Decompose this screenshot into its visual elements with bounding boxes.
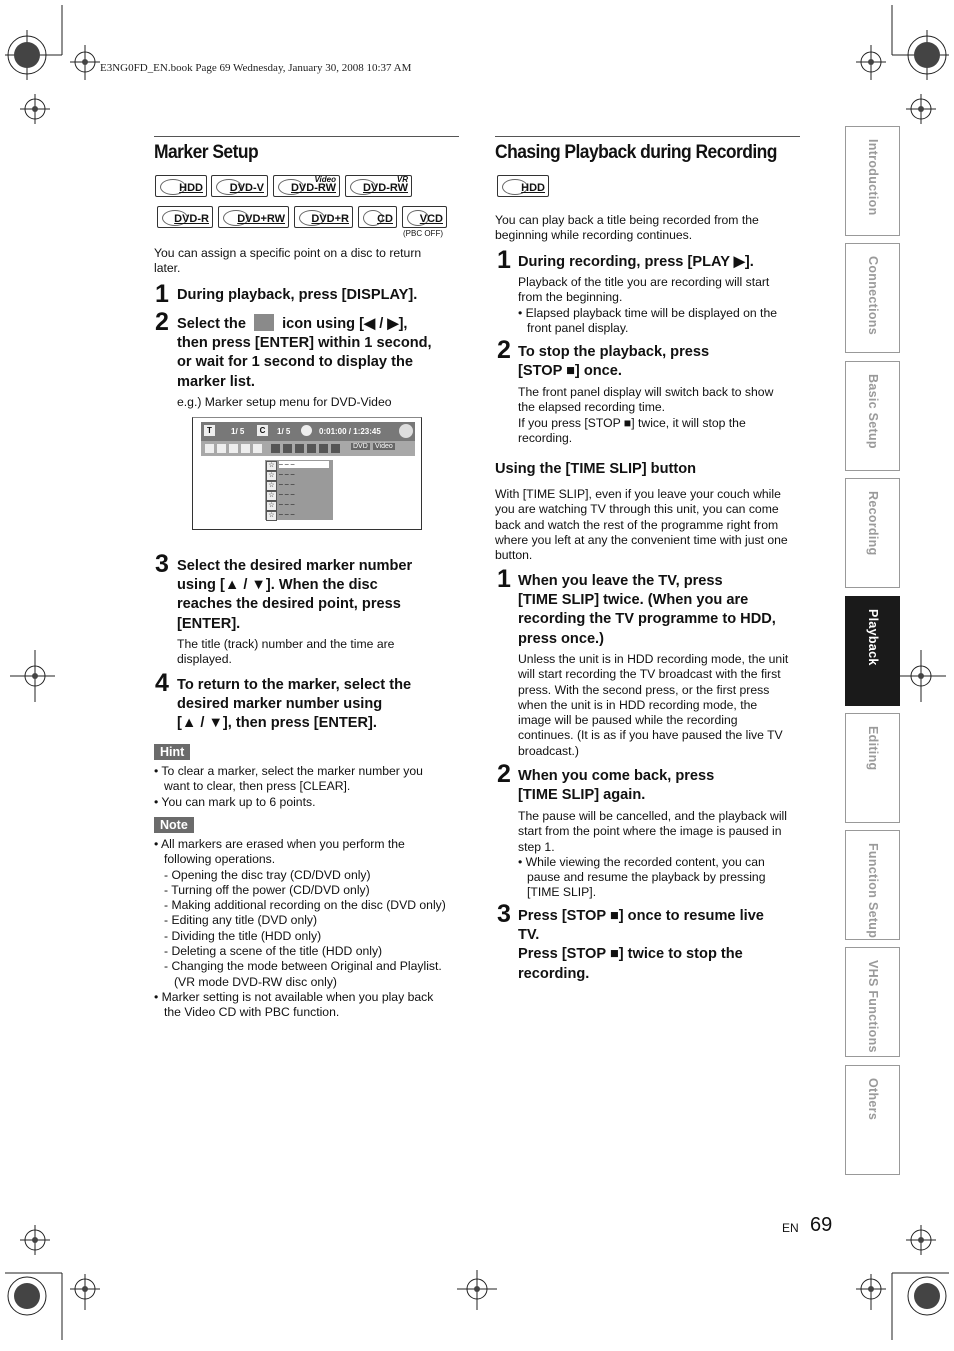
- tab-vhs-functions[interactable]: VHS Functions: [845, 947, 900, 1057]
- disc-badge-dvd-rw-video: Video DVD-RW: [273, 175, 340, 197]
- disc-badge-dvd-plus-r: DVD+R: [294, 206, 353, 228]
- step-1-number: 1: [155, 280, 169, 308]
- time-readout: 0:01:00 / 1:23:45: [319, 427, 381, 436]
- step-3-desc: The title (track) number and the time are displayed.: [177, 637, 395, 667]
- marker-setup-title: Marker Setup: [154, 142, 259, 163]
- tab-recording[interactable]: Recording: [845, 478, 900, 588]
- marker-row: ☆ – – –: [266, 501, 332, 510]
- marker-row: ☆ – – –: [266, 491, 332, 500]
- hint-list: • To clear a marker, select the marker number you want to clear, then press [CLEAR]. • You can mark up to 6 points.: [154, 764, 423, 809]
- chase-step-1-number: 1: [497, 246, 511, 274]
- marker-list-panel: [265, 460, 333, 520]
- disc-badge-hdd-right: HDD: [497, 175, 549, 197]
- disc-badge-dvd-rw-vr: VR DVD-RW: [345, 175, 412, 197]
- tab-editing[interactable]: Editing: [845, 713, 900, 823]
- step-4-number: 4: [155, 669, 169, 697]
- dvd-badge: DVD: [353, 443, 368, 450]
- step-1-text: During playback, press [DISPLAY].: [177, 287, 418, 303]
- tab-others[interactable]: Others: [845, 1065, 900, 1175]
- menu-top-bar: [201, 422, 415, 441]
- title-counter: 1/ 5: [231, 427, 245, 436]
- video-badge: Video: [375, 443, 393, 450]
- tab-basic-setup[interactable]: Basic Setup: [845, 361, 900, 471]
- chase-step-2-number: 2: [497, 336, 511, 364]
- step-4-text: To return to the marker, select the desired marker number using [▲ / ▼], then press [ENTER].: [177, 677, 412, 732]
- language-code: EN: [782, 1221, 799, 1235]
- menu-icon-bar: [201, 441, 415, 456]
- marker-menu-screenshot: [192, 417, 422, 530]
- page-number: 69: [810, 1214, 833, 1236]
- step-3-text: Select the desired marker number using [▲ / ▼]. When the disc reaches the desired point, press [ENTER].: [177, 558, 413, 632]
- clock-icon: [301, 425, 312, 436]
- menu-option-icons: [205, 444, 265, 453]
- disc-badge-dvd-plus-rw: DVD+RW: [218, 206, 289, 228]
- ts-step-3-number: 3: [497, 900, 511, 928]
- marker-row: ☆ – – –: [266, 511, 332, 520]
- step-2-number: 2: [155, 308, 169, 336]
- disc-badge-dvd-v: DVD-V: [211, 175, 268, 197]
- ts-step-1-desc: Unless the unit is in HDD recording mode, the unit will start recording the TV broadcast with the first press. With the second press, or the first press when the unit is in HDD recording mode, the image will be paused while the recording continues. (It is as if you have paused the live TV broadcast.): [518, 652, 789, 758]
- pbc-off-note: (PBC OFF): [403, 229, 443, 238]
- marker-row: ☆ – – –: [266, 481, 332, 490]
- ts-step-1-number: 1: [497, 565, 511, 593]
- right-section-rule: [495, 136, 800, 137]
- disc-icon: [399, 424, 413, 438]
- chase-step-2-desc: The front panel display will switch back to show the elapsed recording time. If you press [STOP ■] twice, it will stop the recording.: [518, 385, 774, 445]
- marker-row: ☆ – – –: [266, 471, 332, 480]
- disc-badge-dvd-r: DVD-R: [157, 206, 213, 228]
- marker-row: ☆ – – –: [266, 461, 332, 470]
- chase-step-1-desc: Playback of the title you are recording will start from the beginning. • Elapsed playback time will be displayed on the front panel display.: [518, 275, 777, 335]
- note-list: • All markers are erased when you perform the following operations. - Opening the disc tray (CD/DVD only) - Turning off the power (CD/DVD only) - Making additional recording on the disc (DVD only) - Editing any title (DVD only) - Dividing the title (HDD only) - Deleting a scene of the title (HDD only) - Changing the mode between Original and Playlist. (VR mode DVD-RW disc only) • Marker setting is not available when you play back the Video CD with PBC function.: [154, 837, 446, 1020]
- marker-icon: [254, 314, 274, 331]
- disc-badge-hdd: HDD: [155, 175, 207, 197]
- ts-step-2-text: When you come back, press [TIME SLIP] again.: [518, 768, 715, 804]
- file-header: E3NG0FD_EN.book Page 69 Wednesday, January 30, 2008 10:37 AM: [100, 62, 412, 74]
- tab-playback[interactable]: Playback: [845, 596, 900, 706]
- tab-function-setup[interactable]: Function Setup: [845, 830, 900, 940]
- note-label: Note: [154, 817, 194, 833]
- menu-option-icons-2: [271, 444, 341, 453]
- chapter-counter: 1/ 5: [277, 427, 291, 436]
- title-icon: T: [204, 425, 215, 436]
- ts-step-2-desc: The pause will be cancelled, and the playback will start from the point where the image is paused in step 1. • While viewing the recorded content, you can pause and resume the playback by pressing [TIME SLIP].: [518, 809, 787, 900]
- time-slip-subtitle: Using the [TIME SLIP] button: [495, 461, 697, 477]
- ts-step-3-text: Press [STOP ■] once to resume live TV. Press [STOP ■] twice to stop the recording.: [518, 908, 764, 982]
- disc-badge-vcd: VCD: [402, 206, 447, 228]
- chapter-icon: C: [257, 425, 268, 436]
- chasing-intro: You can play back a title being recorded from the beginning while recording continues.: [495, 213, 759, 243]
- chasing-playback-title: Chasing Playback during Recording: [495, 142, 777, 163]
- time-slip-intro: With [TIME SLIP], even if you leave your couch while you are watching TV through this unit, you can come back and watch the rest of the programme right from where you left at any the convenient time with just one button.: [495, 487, 788, 563]
- tab-connections[interactable]: Connections: [845, 243, 900, 353]
- chase-step-1-text: During recording, press [PLAY ▶].: [518, 254, 754, 270]
- chase-step-2-text: To stop the playback, press [STOP ■] once.: [518, 344, 710, 380]
- left-section-rule: [154, 136, 459, 137]
- step-2-text: Select the icon using [◀ / ▶], then press [ENTER] within 1 second, or wait for 1 second to display the marker list.: [177, 316, 432, 390]
- marker-intro: You can assign a specific point on a disc to return later.: [154, 246, 422, 276]
- hint-label: Hint: [154, 744, 190, 760]
- ts-step-1-text: When you leave the TV, press [TIME SLIP] twice. (When you are recording the TV programme to HDD, press once.): [518, 573, 776, 647]
- eg-caption: e.g.) Marker setup menu for DVD-Video: [177, 395, 392, 409]
- disc-badge-cd: CD: [358, 206, 397, 228]
- tab-introduction[interactable]: Introduction: [845, 126, 900, 236]
- step-3-number: 3: [155, 550, 169, 578]
- ts-step-2-number: 2: [497, 760, 511, 788]
